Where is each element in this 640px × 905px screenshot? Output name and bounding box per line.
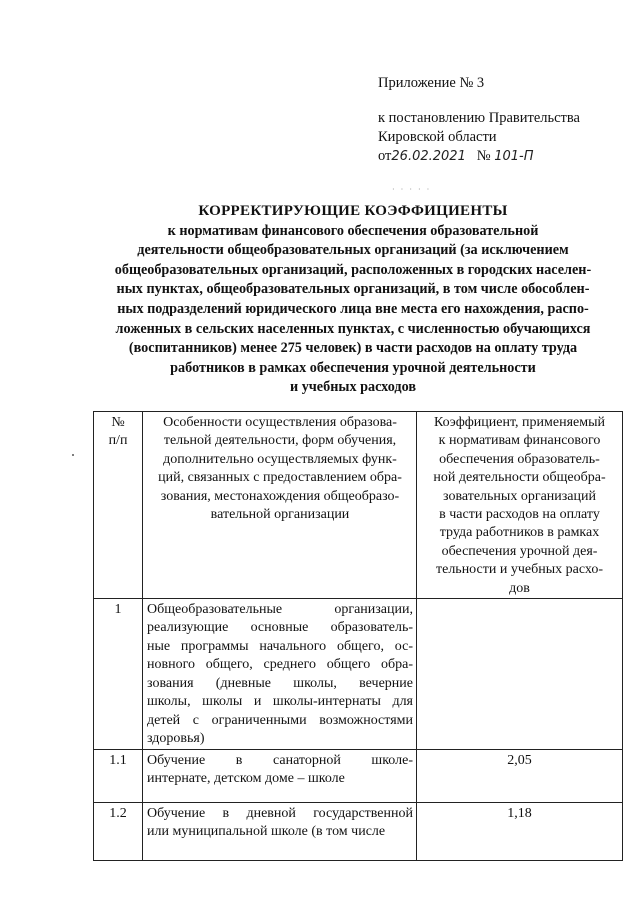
scan-dot (72, 454, 74, 456)
row-desc-line: или муниципальной школе (в том числе (147, 824, 386, 840)
row-desc-cell (143, 599, 417, 750)
row-desc-line: Общеобразовательные организации, (147, 602, 413, 618)
coefficients-table (93, 411, 623, 861)
header-coef-line: дов (509, 580, 530, 596)
appendix-date-line (378, 147, 618, 166)
header-desc-line: дополнительно осуществляемых функ- (163, 451, 397, 467)
header-coef-line: зовательных организаций (443, 488, 596, 504)
row-desc-line: реализующие основные образователь- (147, 620, 413, 636)
from-prefix: от (378, 148, 392, 164)
row-desc-line: новного общего, среднего общего обра- (147, 657, 413, 673)
appendix-to-line2: Кировской области (378, 129, 497, 145)
row-num-cell: 1.1 (94, 750, 143, 803)
title-line: ных подразделений юридического лица вне места его нахождения, распо- (117, 300, 589, 317)
appendix-number: Приложение № 3 (378, 75, 485, 91)
table-row (94, 803, 623, 861)
row-desc-cell (143, 750, 417, 803)
table-header-row (94, 412, 623, 599)
header-desc-line: зования, местонахождения общеобразо- (160, 488, 400, 504)
row-desc-line: детей с ограниченными возможностями (147, 712, 413, 728)
title-line: деятельности общеобразовательных организаций (за исключением (137, 242, 569, 259)
header-desc-line: тельной деятельности, форм обучения, (163, 433, 397, 449)
header-desc-line: вательной организации (210, 507, 350, 523)
header-coef-cell (417, 412, 623, 599)
header-coef-line: Коэффициент, применяемый (433, 415, 605, 430)
header-desc-line: Особенности осуществления образова- (163, 415, 397, 430)
header-coef-line: обеспечения урочной дея- (441, 543, 598, 559)
header-num-symbol: № (111, 415, 125, 430)
header-desc-cell (143, 412, 417, 599)
row-desc-line: зования (дневные школы, вечерние (147, 675, 413, 691)
table-row (94, 599, 623, 750)
row-desc-line: школы, школы и школы-интернаты для (147, 694, 413, 710)
appendix-to-line1: к постановлению Правительства (378, 110, 580, 126)
header-coef-line: обеспечения образователь- (439, 451, 600, 467)
number-label: № (476, 148, 491, 164)
title-line: к нормативам финансового обеспечения образовательной (167, 222, 539, 239)
row-num-cell: 1.2 (94, 803, 143, 861)
scan-speckle: · · · · · (392, 185, 432, 194)
row-desc-cell (143, 803, 417, 861)
header-coef-line: ной деятельности общеобра- (433, 470, 606, 486)
row-coef-cell: 1,18 (417, 803, 623, 861)
title-line: работников в рамках обеспечения урочной деятельности (170, 359, 536, 376)
title-line: ложенных в сельских населенных пунктах, с численностью обучающихся (115, 320, 591, 337)
header-num-cell (94, 412, 143, 599)
title-line: и учебных расходов (289, 379, 416, 396)
document-title (95, 202, 611, 398)
table-row (94, 750, 623, 803)
row-desc-line: ные программы начального общего, ос- (147, 638, 413, 654)
row-num-cell: 1 (94, 599, 143, 750)
row-coef-cell (417, 599, 623, 750)
title-line: (воспитанников) менее 275 человек) в части расходов на оплату труда (128, 340, 578, 357)
row-desc-line: здоровья) (147, 730, 205, 746)
header-coef-line: к нормативам финансового (438, 433, 601, 449)
title-line: ных пунктах, общеобразовательных организаций, в том числе обособлен- (116, 281, 590, 298)
header-coef-line: тельности и учебных расхо- (435, 562, 603, 578)
header-num-label: п/п (108, 433, 128, 449)
handwritten-date: 26.02.2021 (391, 149, 466, 164)
header-coef-line: труда работников в рамках (439, 525, 600, 541)
row-desc-line: интернате, детском доме – школе (147, 771, 345, 787)
title-line: общеобразовательных организаций, расположенных в городских населен- (114, 261, 592, 278)
row-desc-line: Обучение в дневной государственной (147, 806, 413, 822)
row-coef-cell: 2,05 (417, 750, 623, 803)
header-desc-line: ций, связанных с предоставлением обра- (158, 470, 402, 486)
appendix-block (378, 74, 618, 166)
row-desc-line: Обучение в санаторной школе- (147, 753, 413, 769)
title-main: КОРРЕКТИРУЮЩИЕ КОЭФФИЦИЕНТЫ (198, 203, 508, 219)
handwritten-doc-number: 101-П (494, 149, 534, 164)
header-coef-line: в части расходов на оплату (439, 507, 600, 523)
